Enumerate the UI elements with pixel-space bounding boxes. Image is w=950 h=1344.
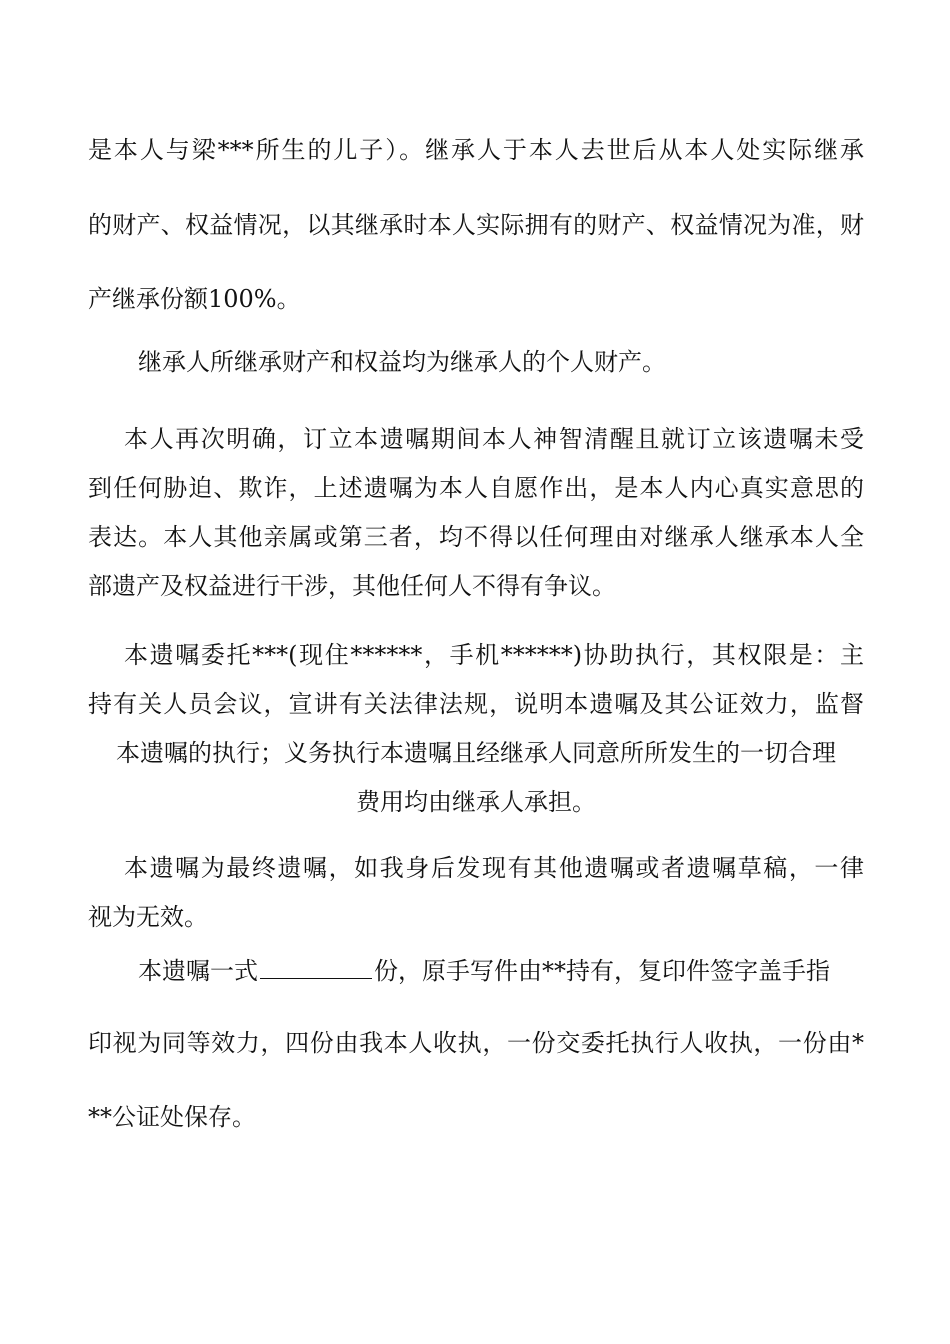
paragraph-final-will-line-1: 本遗嘱为最终遗嘱，如我身后发现有其他遗嘱或者遗嘱草稿，一律 <box>124 854 864 882</box>
paragraph-copies-line-1 <box>138 955 864 987</box>
paragraph-executor-line-2: 持有关人员会议，宣讲有关法律法规，说明本遗嘱及其公证效力，监督 <box>88 690 864 718</box>
paragraph-declaration-line-4: 部遗产及权益进行干涉，其他任何人不得有争议。 <box>88 572 616 600</box>
paragraph-executor-line-3: 本遗嘱的执行；义务执行本遗嘱且经继承人同意所所发生的一切合理 <box>116 739 836 767</box>
paragraph-declaration-line-2: 到任何胁迫、欺诈，上述遗嘱为本人自愿作出，是本人内心真实意思的 <box>88 474 864 502</box>
paragraph-inheritance-personal: 继承人所继承财产和权益均为继承人的个人财产。 <box>138 348 666 376</box>
paragraph-executor-line-4: 费用均由继承人承担。 <box>356 788 596 816</box>
paragraph-final-will-line-2: 视为无效。 <box>88 903 208 931</box>
copies-suffix: 份，原手写件由**持有，复印件签字盖手指 <box>374 957 830 985</box>
paragraph-copies-line-2: 印视为同等效力，四份由我本人收执，一份交委托执行人收执，一份由* <box>88 1029 864 1057</box>
paragraph-executor-line-1: 本遗嘱委托***(现住******，手机******)协助执行，其权限是：主 <box>124 641 864 669</box>
copies-blank-field <box>260 956 372 979</box>
paragraph-declaration-line-1: 本人再次明确，订立本遗嘱期间本人神智清醒且就订立该遗嘱未受 <box>124 425 864 453</box>
paragraph-declaration-line-3: 表达。本人其他亲属或第三者，均不得以任何理由对继承人继承本人全 <box>88 523 864 551</box>
paragraph-line-1: 是本人与梁***所生的儿子）。继承人于本人去世后从本人处实际继承 <box>88 136 864 164</box>
paragraph-line-2: 的财产、权益情况，以其继承时本人实际拥有的财产、权益情况为准，财 <box>88 211 864 239</box>
paragraph-copies-line-3: **公证处保存。 <box>88 1103 256 1131</box>
paragraph-line-3: 产继承份额100%。 <box>88 285 301 313</box>
copies-prefix: 本遗嘱一式 <box>138 957 258 985</box>
